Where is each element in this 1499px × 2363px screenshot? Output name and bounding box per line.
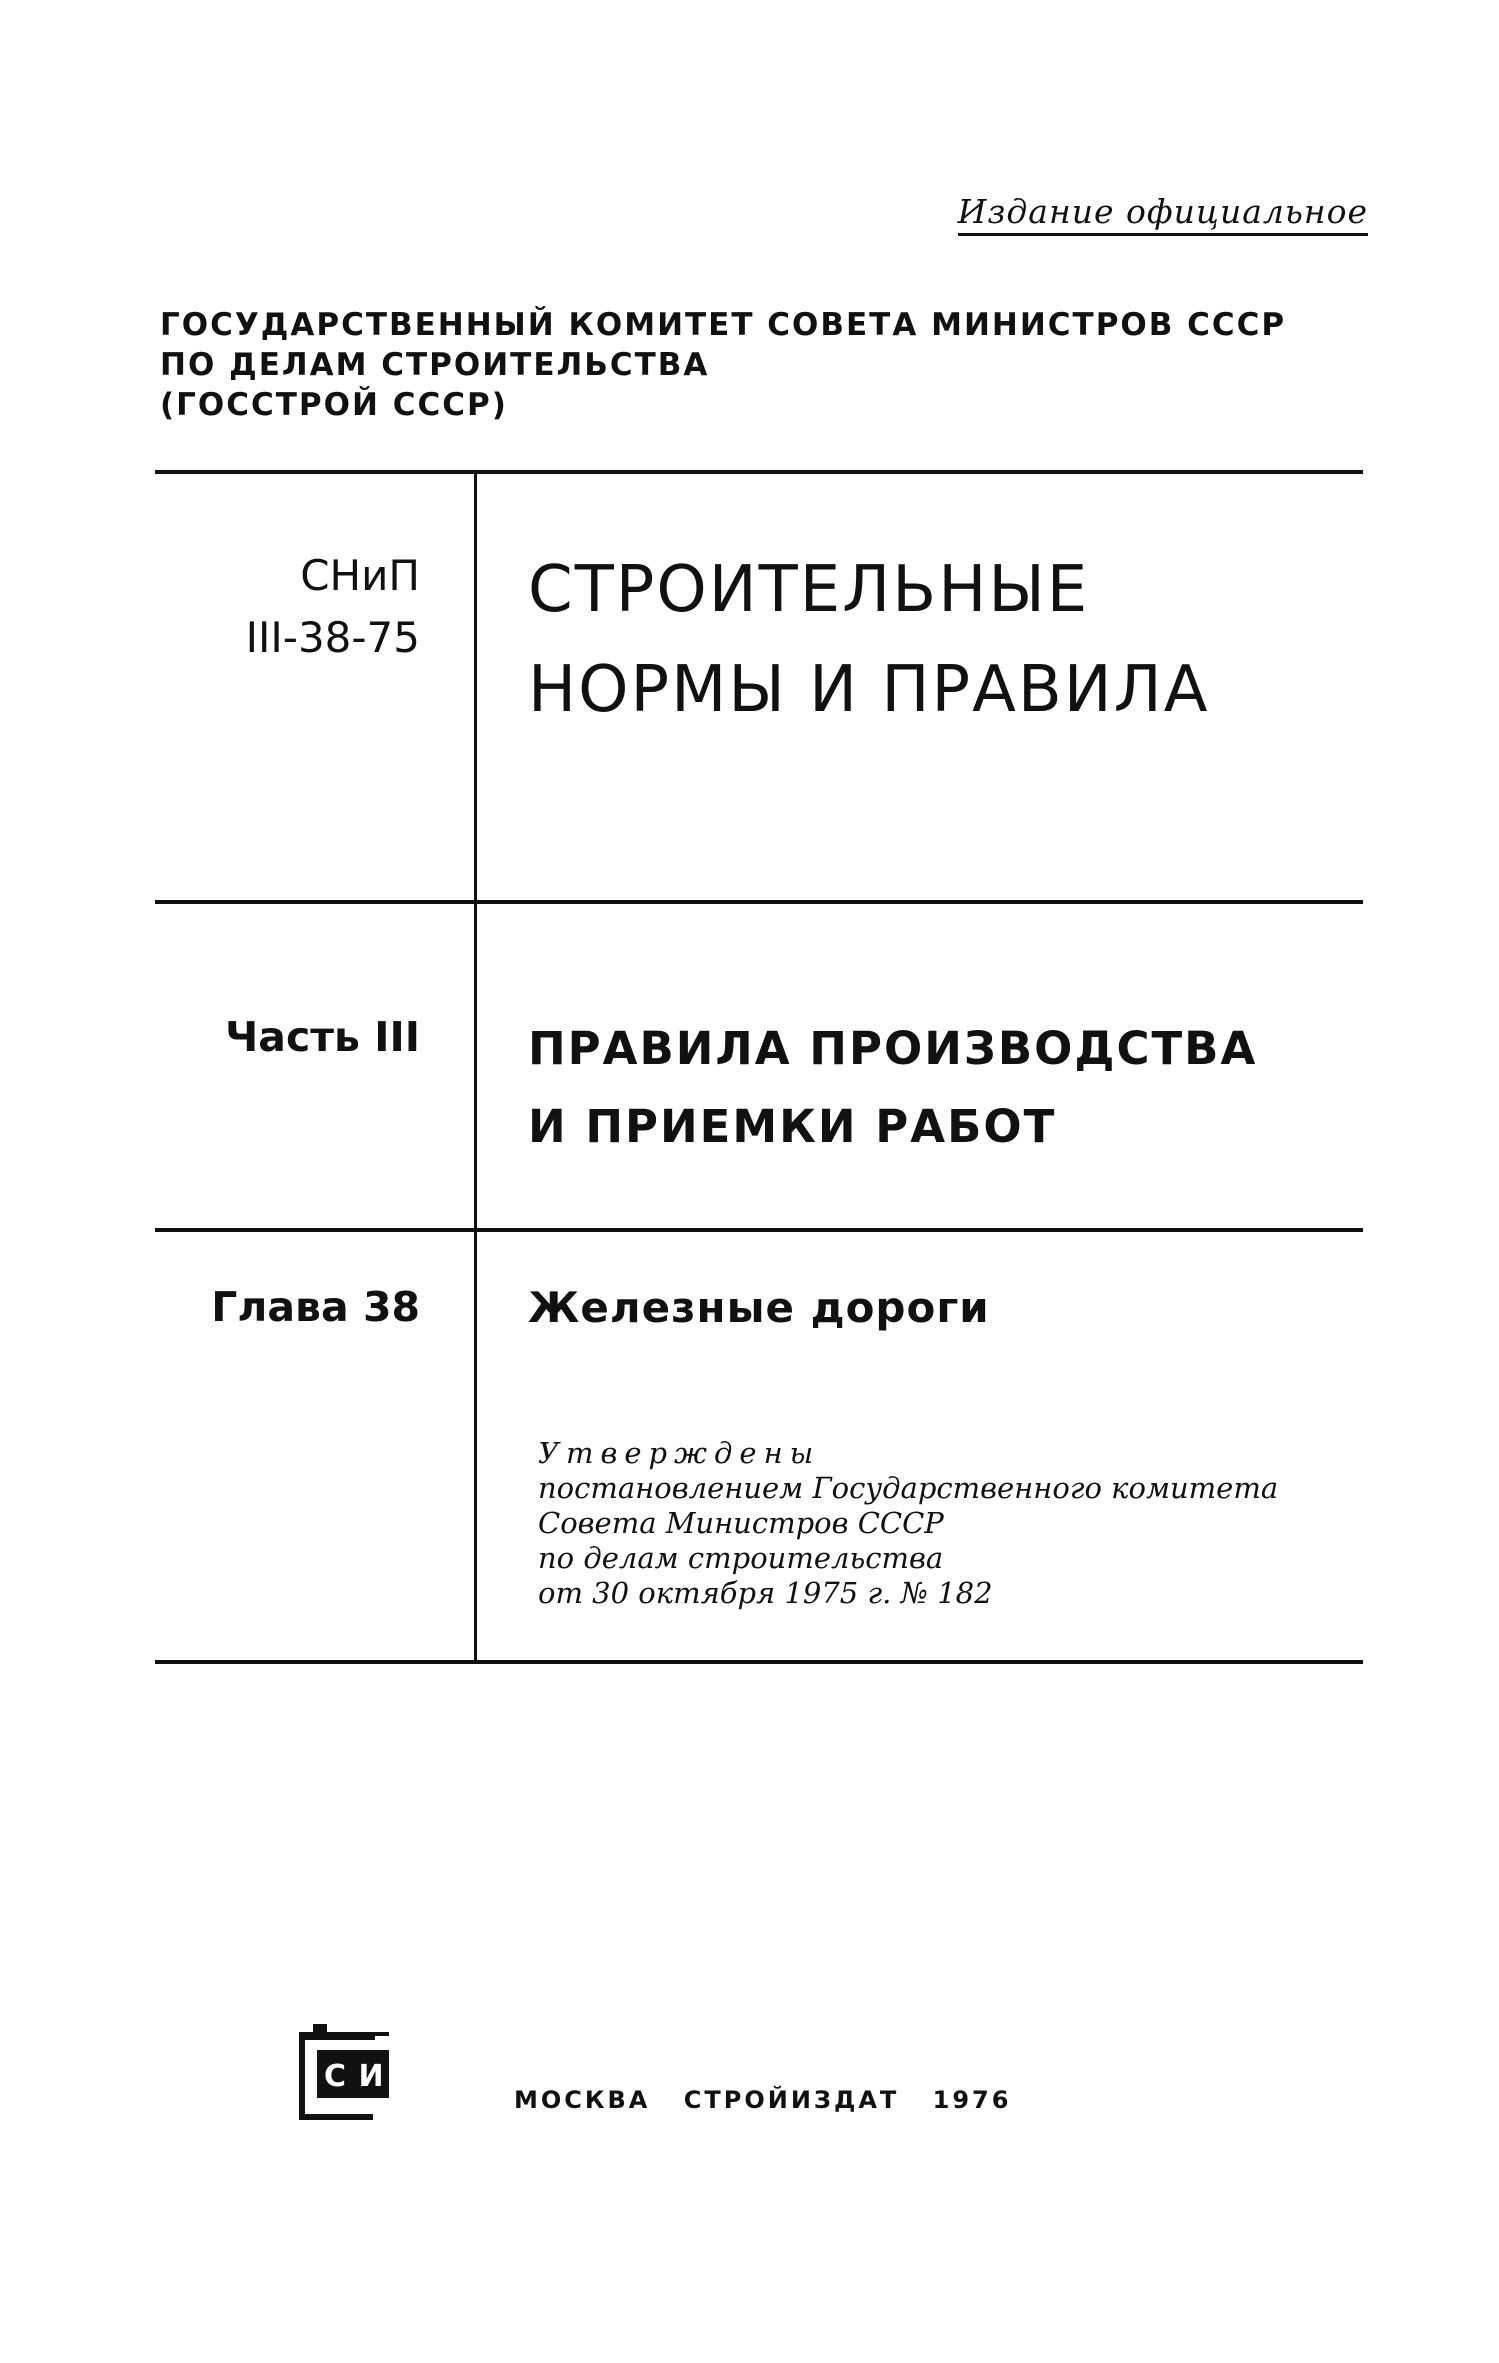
logo-letter-i: И xyxy=(358,2059,384,2094)
publisher-logo-icon xyxy=(295,2020,395,2125)
document-title-line2: НОРМЫ И ПРАВИЛА xyxy=(528,653,1210,727)
divider-top xyxy=(155,470,1363,474)
imprint-year: 1976 xyxy=(932,2086,1012,2114)
edition-label: Издание официальное xyxy=(958,192,1368,236)
organization-header xyxy=(160,305,1286,425)
standard-code-line1: СНиП xyxy=(300,551,420,600)
approval-heading: Утверждены xyxy=(538,1436,821,1470)
standard-code-line2: III-38-75 xyxy=(245,613,420,662)
part-label: Часть III xyxy=(225,1013,420,1061)
chapter-title: Железные дороги xyxy=(528,1283,990,1332)
approval-line: постановлением Государственного комитета xyxy=(538,1471,1279,1505)
approval-line: от 30 октября 1975 г. № 182 xyxy=(538,1576,993,1610)
divider-part xyxy=(155,1228,1363,1232)
logo-letter-s: С xyxy=(323,2059,347,2094)
approval-line: по делам строительства xyxy=(538,1541,944,1575)
divider-bottom xyxy=(155,1660,1363,1664)
part-title-line2: И ПРИЕМКИ РАБОТ xyxy=(528,1100,1057,1153)
approval-note xyxy=(538,1436,1278,1611)
document-title-line1: СТРОИТЕЛЬНЫЕ xyxy=(528,553,1090,627)
imprint-city: МОСКВА xyxy=(514,2086,651,2114)
approval-line: Совета Министров СССР xyxy=(538,1506,944,1540)
imprint-publisher: СТРОЙИЗДАТ xyxy=(683,2086,900,2114)
divider-title xyxy=(155,900,1363,904)
organization-line: ГОСУДАРСТВЕННЫЙ КОМИТЕТ СОВЕТА МИНИСТРОВ СССР xyxy=(160,307,1287,343)
imprint xyxy=(514,2086,1033,2114)
organization-line: ПО ДЕЛАМ СТРОИТЕЛЬСТВА xyxy=(160,347,710,383)
chapter-label: Глава 38 xyxy=(211,1283,420,1331)
standard-code xyxy=(246,545,420,669)
part-title-line1: ПРАВИЛА ПРОИЗВОДСТВА xyxy=(528,1022,1258,1075)
column-divider xyxy=(474,474,477,1660)
part-title xyxy=(528,1010,1257,1166)
organization-line: (ГОССТРОЙ СССР) xyxy=(160,387,508,423)
document-title xyxy=(528,540,1210,740)
